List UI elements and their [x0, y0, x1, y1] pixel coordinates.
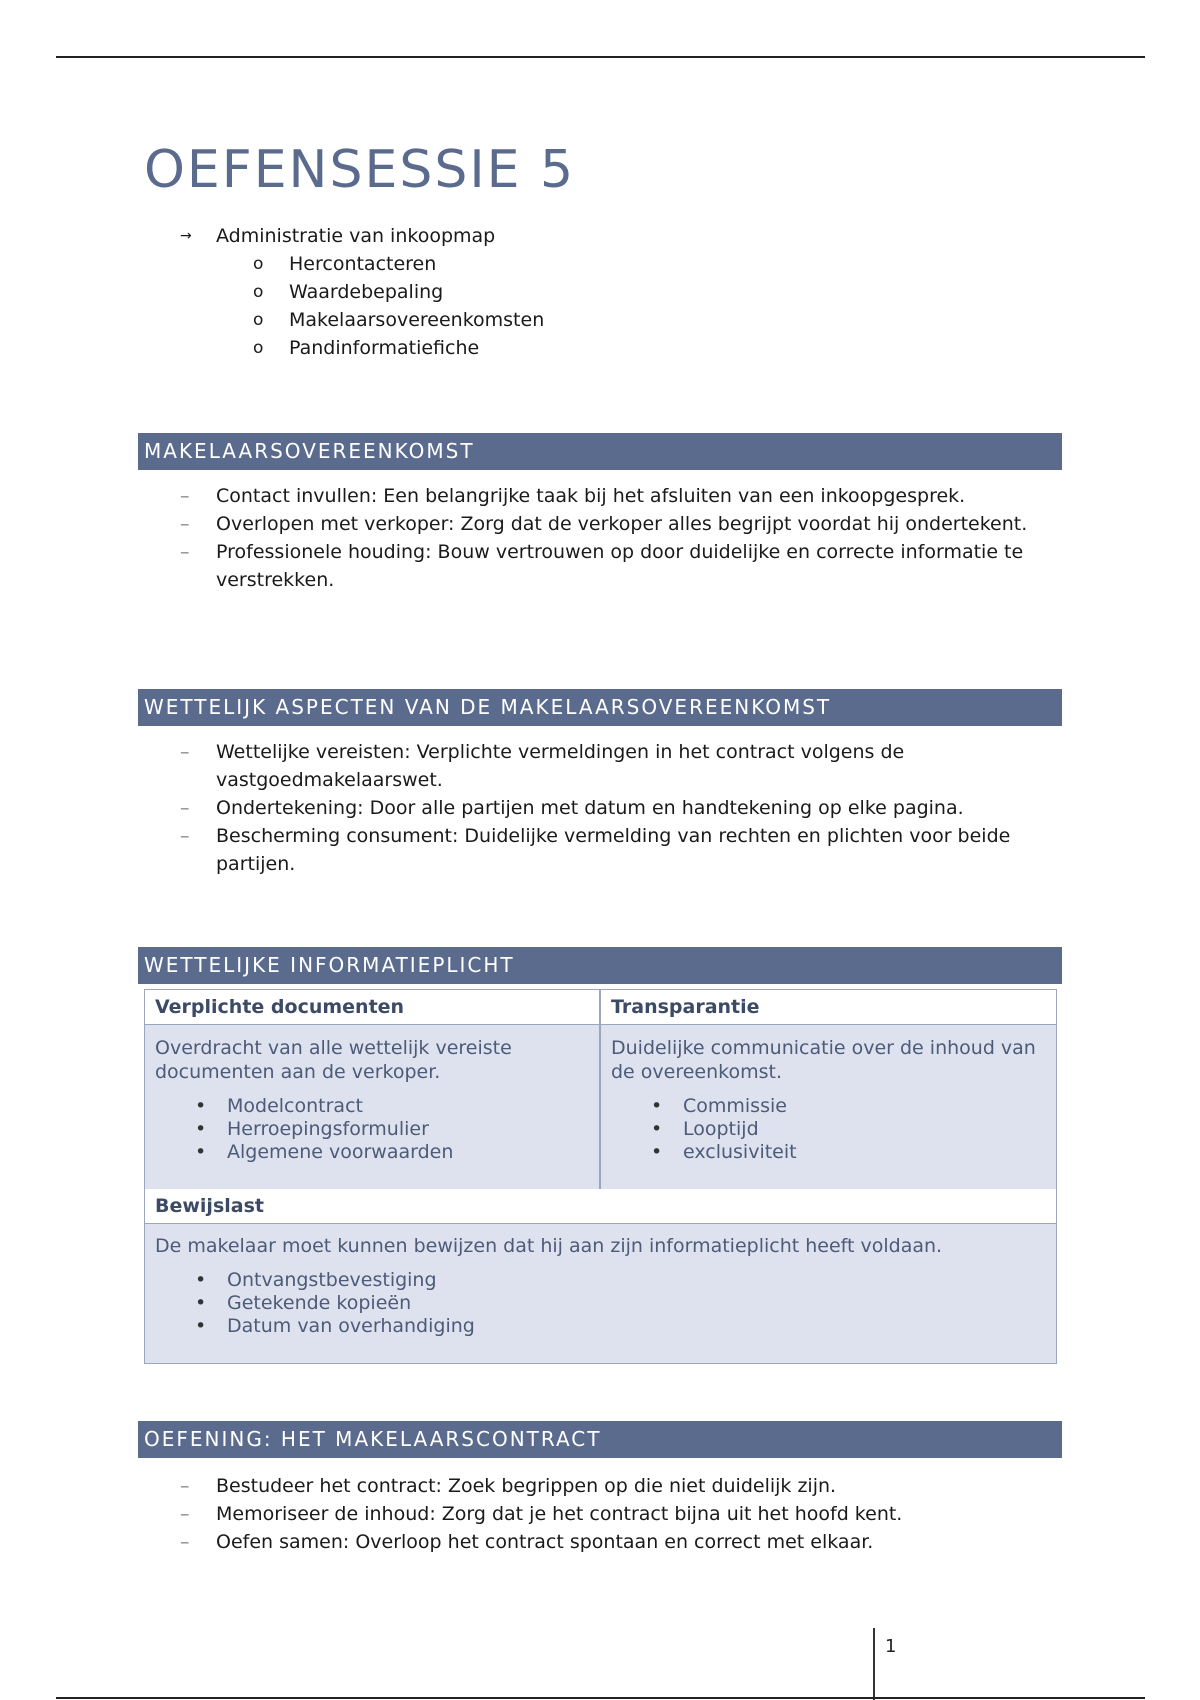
- list-item: [180, 794, 1060, 822]
- list-item-text: Memoriseer de inhoud: Zorg dat je het contract bijna uit het hoofd kent.: [216, 1503, 903, 1525]
- bullet-icon: •: [195, 1315, 207, 1337]
- list-item-text: Ontvangstbevestiging: [227, 1269, 437, 1291]
- toc-main-item: [180, 222, 544, 250]
- section-heading-oefening: OEFENING: HET MAKELAARSCONTRACT: [138, 1421, 1062, 1458]
- page-title: OEFENSESSIE 5: [144, 140, 576, 200]
- bullet-icon: •: [651, 1118, 663, 1140]
- list-item-text: Modelcontract: [227, 1095, 363, 1117]
- list-item: [180, 1500, 1060, 1528]
- footer-rule: [56, 1697, 1145, 1699]
- cell-bullets: [155, 1269, 1045, 1338]
- list-item: [155, 1292, 1045, 1315]
- dash-icon: –: [180, 485, 190, 507]
- list-item-text: Contact invullen: Een belangrijke taak bij het afsluiten van een inkoopgesprek.: [216, 485, 966, 507]
- dash-icon: –: [180, 541, 190, 563]
- bullet-o-icon: o: [253, 282, 264, 302]
- list-item: [180, 538, 1060, 594]
- list-item-text: exclusiviteit: [683, 1141, 797, 1163]
- toc-sub-item: [180, 306, 544, 334]
- cell-bullets: [611, 1095, 1041, 1164]
- list-item-text: Bescherming consument: Duidelijke vermelding van rechten en plichten voor beide partijen.: [216, 825, 1011, 875]
- toc-sub-item: [180, 278, 544, 306]
- page-number-divider: [873, 1628, 875, 1700]
- toc-sub-label: Hercontacteren: [289, 253, 437, 275]
- cell-title-verplichte-documenten: Verplichte documenten: [145, 990, 599, 1024]
- header-rule: [56, 56, 1145, 58]
- oefening-list: [180, 1472, 1060, 1556]
- bullet-icon: •: [195, 1095, 207, 1117]
- makelaarsovereenkomst-list: [180, 482, 1060, 594]
- cell-title-transparantie: Transparantie: [601, 990, 1056, 1024]
- dash-icon: –: [180, 741, 190, 763]
- table-divider: [145, 1223, 1056, 1224]
- table-divider: [145, 1024, 1056, 1025]
- toc-sub-label: Waardebepaling: [289, 281, 444, 303]
- list-item: [180, 738, 1060, 794]
- list-item: [611, 1141, 1041, 1164]
- bullet-icon: •: [195, 1118, 207, 1140]
- bullet-o-icon: o: [253, 338, 264, 358]
- bullet-icon: •: [195, 1269, 207, 1291]
- list-item-text: Ondertekening: Door alle partijen met datum en handtekening op elke pagina.: [216, 797, 964, 819]
- section-heading-wettelijk-aspecten: WETTELIJK ASPECTEN VAN DE MAKELAARSOVEREENKOMST: [138, 689, 1062, 726]
- toc-sub-item: [180, 250, 544, 278]
- bullet-o-icon: o: [253, 254, 264, 274]
- toc-sub-label: Pandinformatiefiche: [289, 337, 480, 359]
- cell-transparantie: [611, 1036, 1041, 1164]
- list-item: [155, 1315, 1045, 1338]
- list-item: [180, 822, 1060, 878]
- dash-icon: –: [180, 513, 190, 535]
- list-item: [611, 1095, 1041, 1118]
- bullet-icon: •: [195, 1141, 207, 1163]
- bullet-icon: •: [651, 1095, 663, 1117]
- list-item-text: Overlopen met verkoper: Zorg dat de verkoper alles begrijpt voordat hij ondertekent.: [216, 513, 1028, 535]
- bullet-icon: •: [651, 1141, 663, 1163]
- informatieplicht-table: [144, 989, 1057, 1364]
- list-item-text: Getekende kopieën: [227, 1292, 412, 1314]
- dash-icon: –: [180, 1531, 190, 1553]
- cell-text: Overdracht van alle wettelijk vereiste documenten aan de verkoper.: [155, 1037, 512, 1083]
- toc-sub-label: Makelaarsovereenkomsten: [289, 309, 545, 331]
- toc-list: [180, 222, 544, 362]
- list-item: [155, 1269, 1045, 1292]
- cell-text: Duidelijke communicatie over de inhoud van de overeenkomst.: [611, 1037, 1036, 1083]
- dash-icon: –: [180, 1475, 190, 1497]
- dash-icon: –: [180, 797, 190, 819]
- list-item-text: Datum van overhandiging: [227, 1315, 475, 1337]
- section-heading-wettelijke-informatieplicht: WETTELIJKE INFORMATIEPLICHT: [138, 947, 1062, 984]
- list-item: [611, 1118, 1041, 1141]
- list-item-text: Commissie: [683, 1095, 787, 1117]
- list-item: [180, 510, 1060, 538]
- cell-verplichte-documenten: [155, 1036, 585, 1164]
- page-number: 1: [885, 1636, 897, 1657]
- list-item-text: Herroepingsformulier: [227, 1118, 429, 1140]
- toc-sub-item: [180, 334, 544, 362]
- dash-icon: –: [180, 1503, 190, 1525]
- list-item-text: Oefen samen: Overloop het contract spontaan en correct met elkaar.: [216, 1531, 874, 1553]
- list-item: [180, 1528, 1060, 1556]
- section-heading-makelaarsovereenkomst: MAKELAARSOVEREENKOMST: [138, 433, 1062, 470]
- list-item: [155, 1118, 585, 1141]
- cell-bullets: [155, 1095, 585, 1164]
- bullet-o-icon: o: [253, 310, 264, 330]
- bullet-icon: •: [195, 1292, 207, 1314]
- list-item: [180, 482, 1060, 510]
- list-item: [155, 1141, 585, 1164]
- cell-title-bewijslast: Bewijslast: [145, 1189, 1056, 1223]
- list-item: [155, 1095, 585, 1118]
- list-item-text: Bestudeer het contract: Zoek begrippen op die niet duidelijk zijn.: [216, 1475, 837, 1497]
- list-item-text: Wettelijke vereisten: Verplichte vermeldingen in het contract volgens de vastgoedmakelaarswet.: [216, 741, 905, 791]
- cell-text: De makelaar moet kunnen bewijzen dat hij aan zijn informatieplicht heeft voldaan.: [155, 1235, 943, 1257]
- list-item-text: Looptijd: [683, 1118, 759, 1140]
- wettelijk-aspecten-list: [180, 738, 1060, 878]
- arrow-right-icon: →: [180, 228, 192, 244]
- cell-bewijslast: [155, 1234, 1045, 1338]
- list-item: [180, 1472, 1060, 1500]
- list-item-text: Professionele houding: Bouw vertrouwen op door duidelijke en correcte informatie te verstrekken.: [216, 541, 1024, 591]
- dash-icon: –: [180, 825, 190, 847]
- toc-main-label: Administratie van inkoopmap: [216, 225, 496, 247]
- list-item-text: Algemene voorwaarden: [227, 1141, 454, 1163]
